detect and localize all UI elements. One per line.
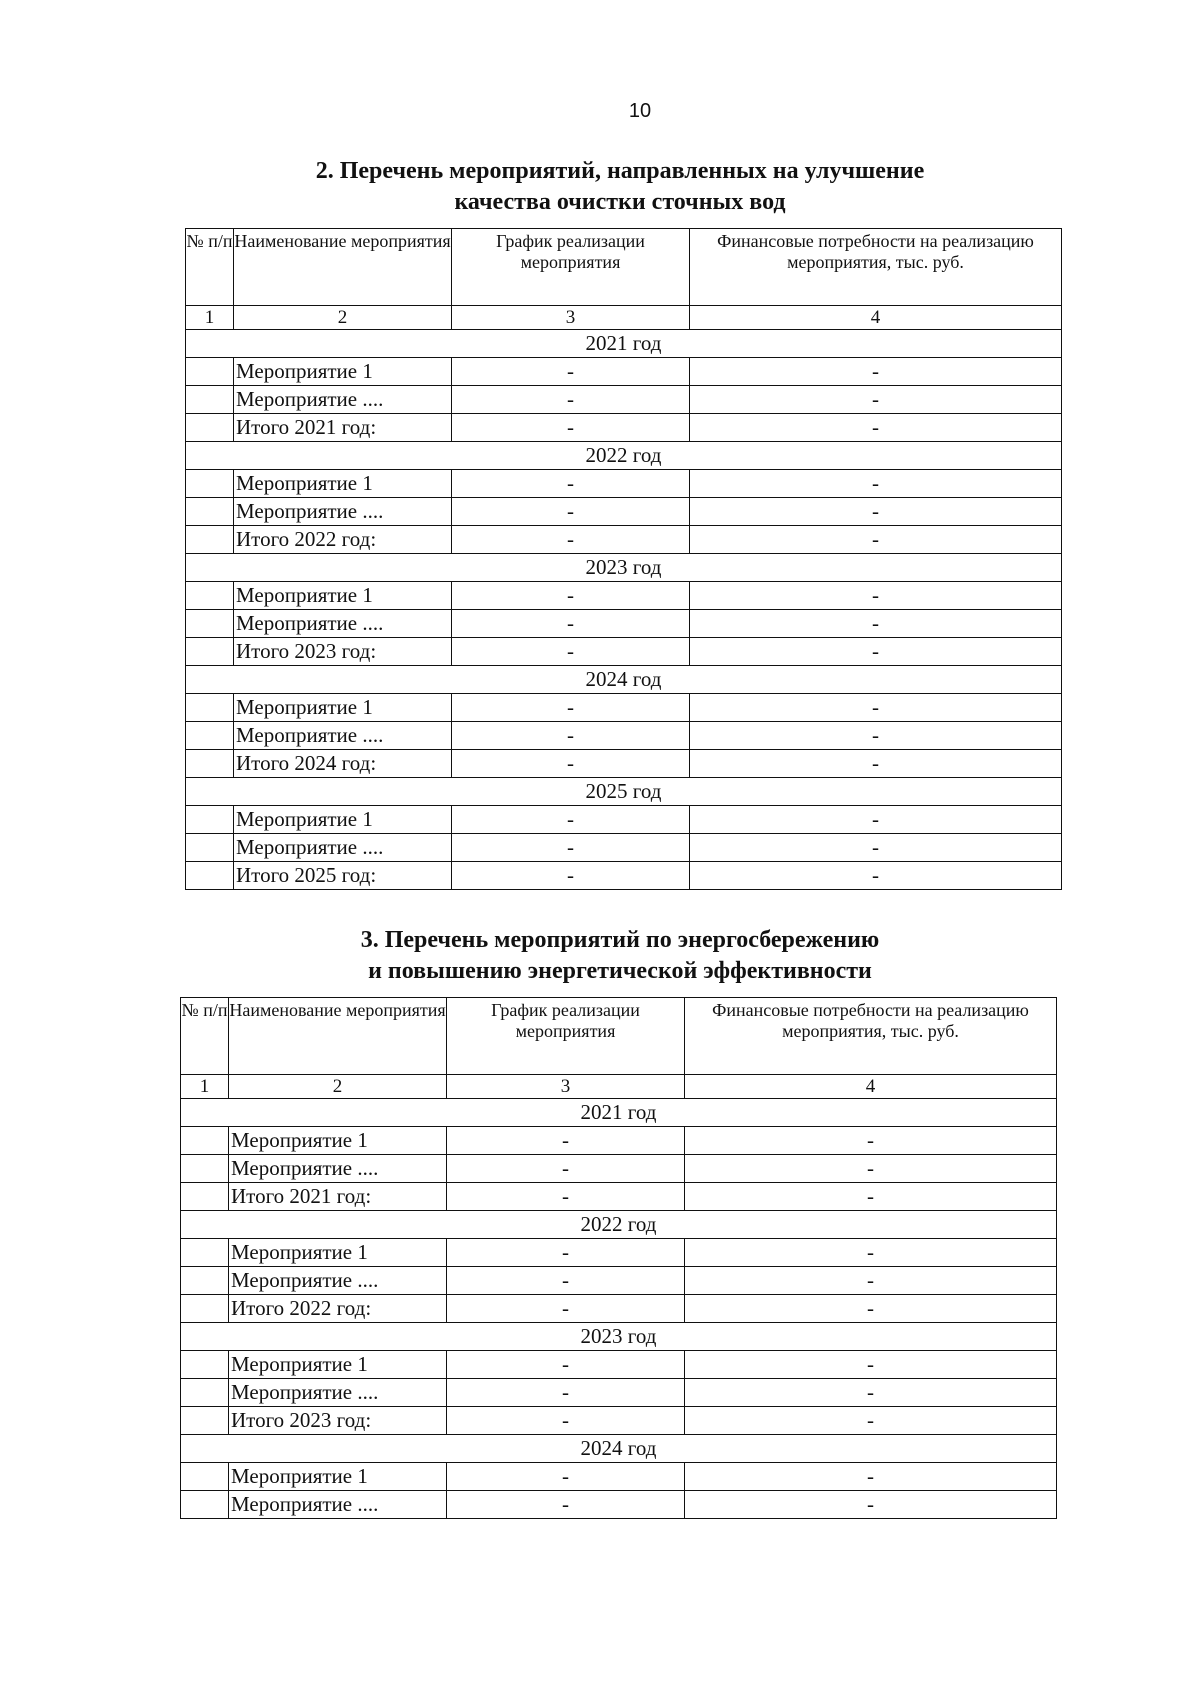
finance-cell: - bbox=[690, 386, 1062, 414]
year-label: 2021 год bbox=[186, 330, 1062, 358]
measure-name: Мероприятие .... bbox=[229, 1155, 447, 1183]
year-row bbox=[181, 1211, 1057, 1239]
finance-cell: - bbox=[685, 1239, 1057, 1267]
schedule-cell: - bbox=[452, 638, 690, 666]
row-number-cell bbox=[186, 834, 234, 862]
schedule-cell: - bbox=[452, 470, 690, 498]
table-row bbox=[186, 862, 1062, 890]
schedule-cell: - bbox=[447, 1351, 685, 1379]
schedule-cell: - bbox=[447, 1295, 685, 1323]
header-row bbox=[181, 998, 1057, 1075]
table-row bbox=[186, 498, 1062, 526]
row-number-cell bbox=[186, 414, 234, 442]
table-row bbox=[181, 1155, 1057, 1183]
row-number-cell bbox=[181, 1183, 229, 1211]
section-title-line: качества очистки сточных вод bbox=[454, 189, 786, 215]
finance-cell: - bbox=[690, 610, 1062, 638]
table-row bbox=[181, 1295, 1057, 1323]
year-row bbox=[181, 1323, 1057, 1351]
finance-cell: - bbox=[685, 1127, 1057, 1155]
measure-name: Итого 2023 год: bbox=[229, 1407, 447, 1435]
measure-name: Мероприятие .... bbox=[234, 834, 452, 862]
row-number-cell bbox=[186, 386, 234, 414]
measures-table-energy bbox=[180, 997, 1057, 1519]
row-number-cell bbox=[181, 1463, 229, 1491]
schedule-cell: - bbox=[452, 750, 690, 778]
finance-cell: - bbox=[690, 694, 1062, 722]
table-row bbox=[186, 610, 1062, 638]
table-row bbox=[186, 526, 1062, 554]
schedule-cell: - bbox=[447, 1379, 685, 1407]
year-label: 2024 год bbox=[186, 666, 1062, 694]
column-number: 2 bbox=[234, 306, 452, 330]
schedule-cell: - bbox=[452, 526, 690, 554]
finance-cell: - bbox=[690, 806, 1062, 834]
schedule-cell: - bbox=[447, 1463, 685, 1491]
year-row bbox=[186, 666, 1062, 694]
schedule-cell: - bbox=[447, 1155, 685, 1183]
year-label: 2022 год bbox=[181, 1211, 1057, 1239]
finance-cell: - bbox=[685, 1407, 1057, 1435]
section-title-line: 2. Перечень мероприятий, направленных на улучшение bbox=[315, 158, 925, 184]
schedule-cell: - bbox=[452, 610, 690, 638]
row-number-cell bbox=[181, 1127, 229, 1155]
row-number-cell bbox=[186, 694, 234, 722]
year-row bbox=[186, 554, 1062, 582]
year-label: 2024 год bbox=[181, 1435, 1057, 1463]
table-row bbox=[181, 1127, 1057, 1155]
measure-name: Итого 2025 год: bbox=[234, 862, 452, 890]
column-header: Финансовые потребности на реализацию мероприятия, тыс. руб. bbox=[685, 998, 1057, 1075]
measure-name: Мероприятие 1 bbox=[234, 806, 452, 834]
header-row bbox=[186, 229, 1062, 306]
year-label: 2025 год bbox=[186, 778, 1062, 806]
table-row bbox=[186, 722, 1062, 750]
row-number-cell bbox=[181, 1295, 229, 1323]
finance-cell: - bbox=[685, 1379, 1057, 1407]
table-row bbox=[186, 582, 1062, 610]
measure-name: Мероприятие .... bbox=[229, 1491, 447, 1519]
table-row bbox=[186, 386, 1062, 414]
row-number-cell bbox=[186, 750, 234, 778]
row-number-cell bbox=[181, 1351, 229, 1379]
table-row bbox=[181, 1463, 1057, 1491]
measure-name: Мероприятие 1 bbox=[234, 470, 452, 498]
measure-name: Итого 2021 год: bbox=[234, 414, 452, 442]
table-row bbox=[186, 414, 1062, 442]
measure-name: Мероприятие 1 bbox=[229, 1239, 447, 1267]
schedule-cell: - bbox=[447, 1239, 685, 1267]
schedule-cell: - bbox=[447, 1183, 685, 1211]
finance-cell: - bbox=[685, 1295, 1057, 1323]
table-row bbox=[181, 1267, 1057, 1295]
year-label: 2022 год bbox=[186, 442, 1062, 470]
measure-name: Мероприятие 1 bbox=[229, 1351, 447, 1379]
measure-name: Мероприятие .... bbox=[234, 386, 452, 414]
table-row bbox=[186, 806, 1062, 834]
measure-name: Мероприятие .... bbox=[234, 722, 452, 750]
column-header: № п/п bbox=[186, 229, 234, 306]
measure-name: Мероприятие 1 bbox=[229, 1127, 447, 1155]
column-number: 4 bbox=[685, 1075, 1057, 1099]
finance-cell: - bbox=[685, 1351, 1057, 1379]
year-label: 2023 год bbox=[186, 554, 1062, 582]
table-row bbox=[186, 638, 1062, 666]
schedule-cell: - bbox=[452, 358, 690, 386]
column-header: № п/п bbox=[181, 998, 229, 1075]
row-number-cell bbox=[181, 1239, 229, 1267]
table-row bbox=[181, 1183, 1057, 1211]
measures-table-wastewater bbox=[185, 228, 1062, 890]
column-header: График реализации мероприятия bbox=[452, 229, 690, 306]
row-number-cell bbox=[181, 1491, 229, 1519]
section-title-3 bbox=[180, 925, 1060, 987]
column-number: 3 bbox=[447, 1075, 685, 1099]
year-row bbox=[181, 1435, 1057, 1463]
finance-cell: - bbox=[690, 526, 1062, 554]
finance-cell: - bbox=[685, 1463, 1057, 1491]
schedule-cell: - bbox=[452, 498, 690, 526]
measure-name: Мероприятие .... bbox=[234, 498, 452, 526]
year-label: 2021 год bbox=[181, 1099, 1057, 1127]
schedule-cell: - bbox=[452, 694, 690, 722]
column-number: 1 bbox=[181, 1075, 229, 1099]
column-header: Финансовые потребности на реализацию мероприятия, тыс. руб. bbox=[690, 229, 1062, 306]
table-row bbox=[181, 1407, 1057, 1435]
measure-name: Итого 2021 год: bbox=[229, 1183, 447, 1211]
row-number-cell bbox=[181, 1407, 229, 1435]
row-number-cell bbox=[186, 582, 234, 610]
finance-cell: - bbox=[690, 498, 1062, 526]
measure-name: Итого 2022 год: bbox=[229, 1295, 447, 1323]
measure-name: Мероприятие .... bbox=[229, 1267, 447, 1295]
table-row bbox=[186, 750, 1062, 778]
measure-name: Итого 2022 год: bbox=[234, 526, 452, 554]
schedule-cell: - bbox=[452, 862, 690, 890]
row-number-cell bbox=[186, 470, 234, 498]
column-header: Наименование мероприятия bbox=[229, 998, 447, 1075]
finance-cell: - bbox=[685, 1491, 1057, 1519]
measure-name: Мероприятие 1 bbox=[229, 1463, 447, 1491]
schedule-cell: - bbox=[452, 834, 690, 862]
section-title-line: 3. Перечень мероприятий по энергосбережению bbox=[360, 927, 880, 953]
finance-cell: - bbox=[690, 582, 1062, 610]
row-number-cell bbox=[186, 862, 234, 890]
finance-cell: - bbox=[690, 834, 1062, 862]
finance-cell: - bbox=[690, 750, 1062, 778]
section-title-2 bbox=[180, 156, 1060, 218]
year-row bbox=[186, 330, 1062, 358]
row-number-cell bbox=[181, 1267, 229, 1295]
measure-name: Мероприятие 1 bbox=[234, 582, 452, 610]
column-number: 1 bbox=[186, 306, 234, 330]
finance-cell: - bbox=[690, 358, 1062, 386]
column-number: 3 bbox=[452, 306, 690, 330]
finance-cell: - bbox=[690, 470, 1062, 498]
finance-cell: - bbox=[690, 862, 1062, 890]
finance-cell: - bbox=[690, 722, 1062, 750]
table-row bbox=[181, 1491, 1057, 1519]
section-title-line: и повышению энергетической эффективности bbox=[368, 958, 872, 984]
column-number: 4 bbox=[690, 306, 1062, 330]
schedule-cell: - bbox=[452, 414, 690, 442]
row-number-cell bbox=[186, 358, 234, 386]
row-number-cell bbox=[186, 526, 234, 554]
row-number-cell bbox=[186, 638, 234, 666]
row-number-cell bbox=[181, 1155, 229, 1183]
year-label: 2023 год bbox=[181, 1323, 1057, 1351]
row-number-cell bbox=[186, 806, 234, 834]
schedule-cell: - bbox=[447, 1407, 685, 1435]
measure-name: Мероприятие 1 bbox=[234, 358, 452, 386]
schedule-cell: - bbox=[452, 722, 690, 750]
schedule-cell: - bbox=[452, 582, 690, 610]
table-row bbox=[181, 1351, 1057, 1379]
measure-name: Итого 2023 год: bbox=[234, 638, 452, 666]
measure-name: Мероприятие .... bbox=[234, 610, 452, 638]
table-row bbox=[181, 1379, 1057, 1407]
row-number-cell bbox=[186, 722, 234, 750]
table-row bbox=[181, 1239, 1057, 1267]
year-row bbox=[181, 1099, 1057, 1127]
table-row bbox=[186, 694, 1062, 722]
measure-name: Итого 2024 год: bbox=[234, 750, 452, 778]
finance-cell: - bbox=[690, 638, 1062, 666]
column-number-row bbox=[181, 1075, 1057, 1099]
year-row bbox=[186, 778, 1062, 806]
schedule-cell: - bbox=[452, 386, 690, 414]
year-row bbox=[186, 442, 1062, 470]
column-number-row bbox=[186, 306, 1062, 330]
column-number: 2 bbox=[229, 1075, 447, 1099]
schedule-cell: - bbox=[452, 806, 690, 834]
finance-cell: - bbox=[690, 414, 1062, 442]
row-number-cell bbox=[186, 498, 234, 526]
finance-cell: - bbox=[685, 1267, 1057, 1295]
table-row bbox=[186, 834, 1062, 862]
finance-cell: - bbox=[685, 1183, 1057, 1211]
schedule-cell: - bbox=[447, 1491, 685, 1519]
column-header: График реализации мероприятия bbox=[447, 998, 685, 1075]
page-number: 10 bbox=[628, 100, 652, 122]
finance-cell: - bbox=[685, 1155, 1057, 1183]
schedule-cell: - bbox=[447, 1267, 685, 1295]
table-row bbox=[186, 358, 1062, 386]
schedule-cell: - bbox=[447, 1127, 685, 1155]
table-row bbox=[186, 470, 1062, 498]
measure-name: Мероприятие .... bbox=[229, 1379, 447, 1407]
column-header: Наименование мероприятия bbox=[234, 229, 452, 306]
measure-name: Мероприятие 1 bbox=[234, 694, 452, 722]
row-number-cell bbox=[186, 610, 234, 638]
row-number-cell bbox=[181, 1379, 229, 1407]
